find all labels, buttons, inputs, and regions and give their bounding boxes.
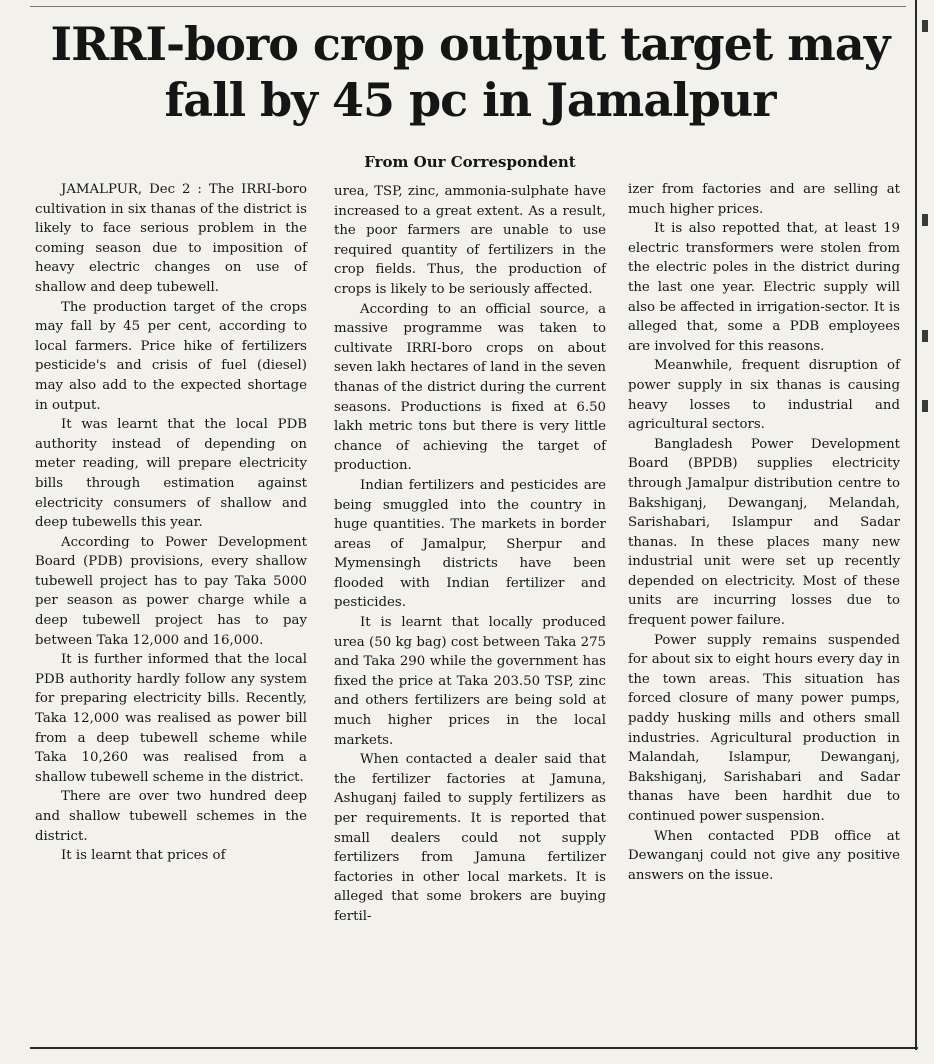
article-column-1 (35, 180, 307, 866)
paragraph: Bangladesh Power Development Board (BPDB) supplies electricity through Jamalpur distribution centre to Bakshiganj, Dewanganj, Melandah, Sarishabari, Islampur and Sadar thanas. In these places many new industrial unit were set up recently depended on electricity. Most of these units are incurring losses due to frequent power failure. (628, 436, 900, 629)
paragraph: There are over two hundred deep and shallow tubewell schemes in the district. (35, 789, 307, 844)
paragraph: JAMALPUR, Dec 2 : The IRRI-boro cultivation in six thanas of the district is likely to face serious problem in the coming season due to imposition of heavy electric changes on use of shallow and deep tubewell. (35, 182, 307, 295)
article-column-3 (628, 180, 900, 885)
adjacent-text-fragment (922, 330, 928, 342)
paragraph: Power supply remains suspended for about six to eight hours every day in the town areas. This situation has forced closure of many power pumps, paddy husking mills and others small industries. Agricultural production in Malandah, Islampur, Dewanganj, Bakshiganj, Sarishabari and Sadar thanas have been hardhit due to continued power suspension. (628, 632, 900, 824)
paragraph: When contacted a dealer said that the fertilizer factories at Jamuna, Ashuganj failed to supply fertilizers as per requirements. It is reported that small dealers could not supply fertilizers from Jamuna fertilizer factories in other local markets. It is alleged that some brokers are buying fertil- (334, 752, 606, 924)
top-rule (30, 6, 906, 7)
adjacent-text-fragment (922, 20, 928, 32)
paragraph: urea, TSP, zinc, ammonia-sulphate have increased to a great extent. As a result, the poor farmers are unable to use required quantity of fertilizers in the crop fields. Thus, the production of crops is likely to be seriously affected. (334, 184, 606, 297)
paragraph: Indian fertilizers and pesticides are being smuggled into the country in huge quantities. The markets in border areas of Jamalpur, Sherpur and Mymensingh districts have been flooded with Indian fertilizer and pesticides. (334, 477, 606, 611)
byline: From Our Correspondent (364, 153, 576, 171)
paragraph: izer from factories and are selling at much higher prices. (628, 182, 900, 217)
adjacent-text-fragment (922, 214, 928, 226)
paragraph: It is learnt that prices of (61, 848, 226, 864)
paragraph: When contacted PDB office at Dewanganj could not give any positive answers on the issue. (628, 828, 900, 883)
paragraph: The production target of the crops may fall by 45 per cent, according to local farmers. Price hike of fertilizers pesticide's and crisis of fuel (diesel) may also add to the expected shortage in output. (35, 299, 307, 413)
paragraph: According to an official source, a massive programme was taken to cultivate IRRI-boro crops on about seven lakh hectares of land in the seven thanas of the district during the current seasons. Productions is fixed at 6.50 lakh metric tons but there is very little chance of achieving the target of production. (334, 301, 606, 474)
adjacent-text-fragment (922, 400, 928, 412)
paragraph: It is also repotted that, at least 19 electric transformers were stolen from the electric poles in the district during the last one year. Electric supply will also be affected in irrigation-sector. It is alleged that, some a PDB employees are involved for this reasons. (628, 221, 900, 354)
paragraph: It is further informed that the local PDB authority hardly follow any system for preparing electricity bills. Recently, Taka 12,000 was realised as power bill from a deep tubewell scheme while Taka 10,260 was realised from a shallow tubewell scheme in the district. (35, 652, 307, 785)
paragraph: Meanwhile, frequent disruption of power supply in six thanas is causing heavy losses to industrial and agricultural sectors. (628, 358, 900, 433)
paragraph: According to Power Development Board (PDB) provisions, every shallow tubewell project has to pay Taka 5000 per season as power charge while a deep tubewell project has to pay between Taka 12,000 and 16,000. (35, 534, 307, 648)
right-column-rule (915, 0, 917, 1050)
article-column-2 (334, 182, 606, 927)
bottom-rule (30, 1047, 918, 1049)
paragraph: It is learnt that locally produced urea (50 kg bag) cost between Taka 275 and Taka 290 while the government has fixed the price at Taka 203.50 TSP, zinc and others fertilizers are being sold at much higher prices in the local markets. (334, 615, 606, 748)
paragraph: It was learnt that the local PDB authority instead of depending on meter reading, will prepare electricity bills through estimation against electricity consumers of shallow and deep tubewells this year. (35, 417, 307, 531)
headline: IRRI-boro crop output target may fall by 45 pc in Jamalpur (50, 17, 890, 127)
